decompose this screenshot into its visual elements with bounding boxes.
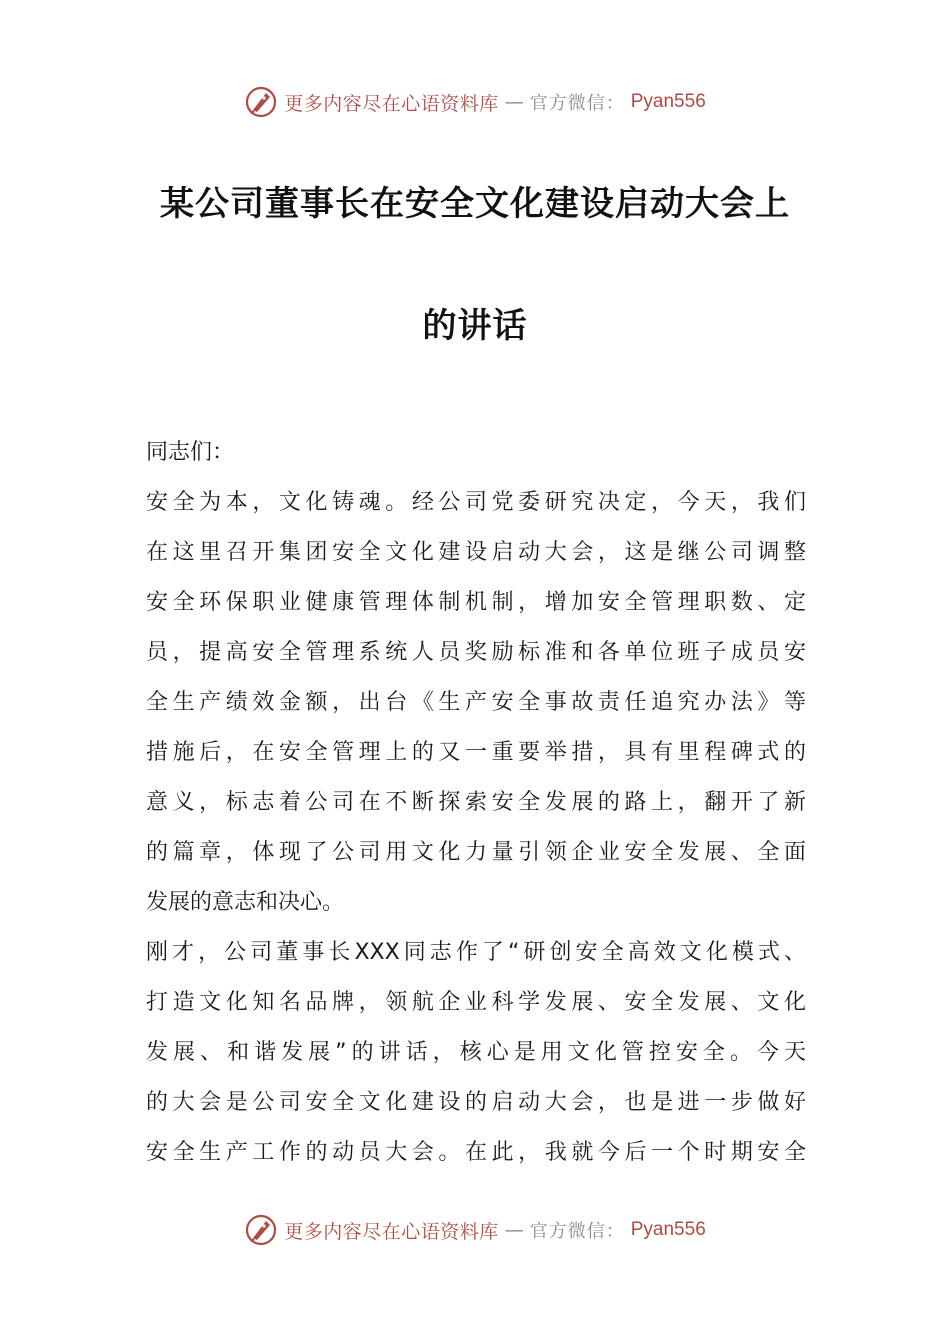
pen-nib-logo-icon <box>244 85 278 119</box>
banner-contact-id: Pyan556 <box>630 91 706 112</box>
banner-separator: — <box>504 1219 524 1241</box>
body-line: 安全环保职业健康管理体制机制，增加安全管理职数、定 <box>146 590 806 615</box>
footer-banner-content <box>244 1213 706 1247</box>
document-title-line-1: 某公司董事长在安全文化建设启动大会上 <box>160 184 790 224</box>
banner-slogan: 更多内容尽在心语资料库 <box>284 1220 499 1243</box>
banner-separator: — <box>504 91 524 113</box>
body-line: 全生产绩效金额，出台《生产安全事故责任追究办法》等 <box>146 690 806 715</box>
body-line: 同志们： <box>146 440 235 465</box>
body-line: 发展、和谐发展”的讲话，核心是用文化管控安全。今天 <box>146 1040 806 1065</box>
body-line: 的篇章，体现了公司用文化力量引领企业安全发展、全面 <box>146 840 806 865</box>
pen-nib-logo-icon <box>244 1213 278 1247</box>
footer-banner <box>0 1210 950 1250</box>
body-line: 意义，标志着公司在不断探索安全发展的路上，翻开了新 <box>146 790 806 815</box>
body-line: 员，提高安全管理系统人员奖励标准和各单位班子成员安 <box>146 640 806 665</box>
document-body <box>146 428 806 1178</box>
banner-slogan: 更多内容尽在心语资料库 <box>284 92 499 115</box>
body-line: 安全生产工作的动员大会。在此，我就今后一个时期安全 <box>146 1140 806 1165</box>
document-title-line-2: 的讲话 <box>422 306 528 346</box>
body-line: 打造文化知名品牌，领航企业科学发展、安全发展、文化 <box>146 990 806 1015</box>
body-line: 在这里召开集团安全文化建设启动大会，这是继公司调整 <box>146 540 806 565</box>
banner-contact-id: Pyan556 <box>630 1219 706 1240</box>
header-banner <box>0 82 950 122</box>
banner-contact-label: 官方微信： <box>529 93 625 114</box>
body-line: 安全为本，文化铸魂。经公司党委研究决定，今天，我们 <box>146 490 806 515</box>
banner-contact-label: 官方微信： <box>529 1221 625 1242</box>
body-line: 措施后，在安全管理上的又一重要举措，具有里程碑式的 <box>146 740 806 765</box>
header-banner-content <box>244 85 706 119</box>
body-line: 的大会是公司安全文化建设的启动大会，也是进一步做好 <box>146 1090 806 1115</box>
body-line: 发展的意志和决心。 <box>146 890 345 915</box>
body-line: 刚才，公司董事长XXX同志作了“研创安全高效文化模式、 <box>146 940 806 965</box>
